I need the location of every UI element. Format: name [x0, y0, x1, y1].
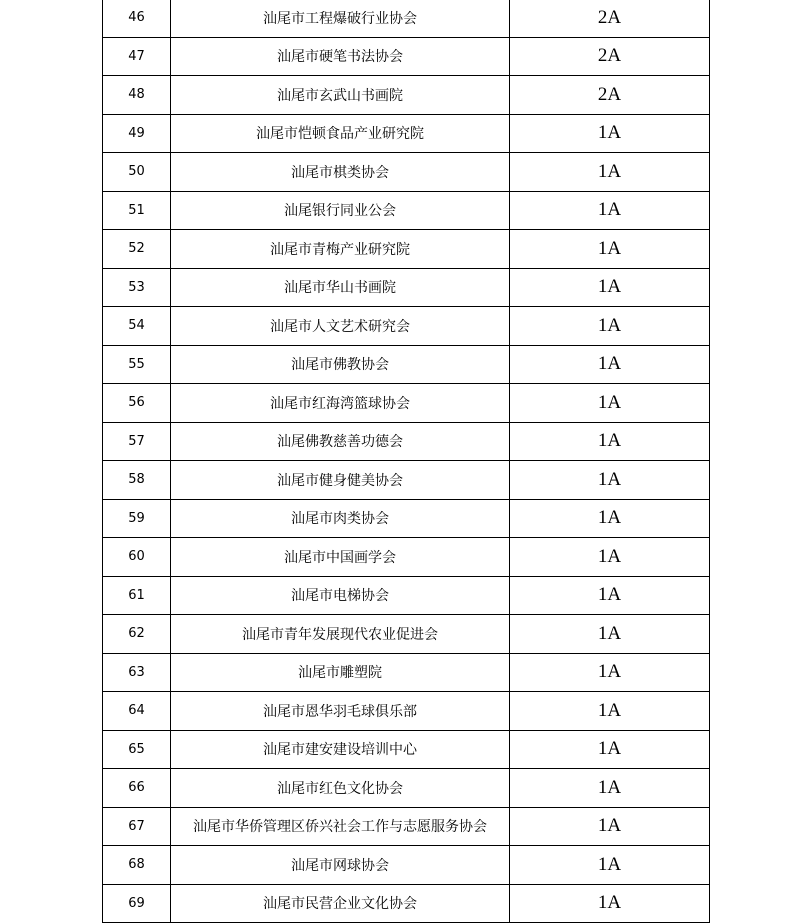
organization-name-cell: 汕尾市民营企业文化协会: [171, 884, 510, 923]
row-number-cell: 54: [103, 307, 171, 346]
rating-grade-cell: 1A: [510, 576, 710, 615]
row-number-cell: 48: [103, 76, 171, 115]
table-row: [103, 576, 710, 615]
rating-grade-cell: 1A: [510, 422, 710, 461]
row-number-cell: 49: [103, 114, 171, 153]
organization-name-cell: 汕尾市佛教协会: [171, 345, 510, 384]
table-row: [103, 499, 710, 538]
rating-grade-cell: 1A: [510, 692, 710, 731]
rating-grade-cell: 1A: [510, 538, 710, 577]
table-row: [103, 422, 710, 461]
rating-grade-cell: 2A: [510, 37, 710, 76]
organization-name-cell: 汕尾市工程爆破行业协会: [171, 0, 510, 37]
rating-grade-cell: 1A: [510, 268, 710, 307]
row-number-cell: 60: [103, 538, 171, 577]
rating-grade-cell: 2A: [510, 76, 710, 115]
rating-grade-cell: 1A: [510, 615, 710, 654]
table-row: [103, 653, 710, 692]
rating-grade-cell: 1A: [510, 307, 710, 346]
rating-table-container: [102, 0, 708, 923]
organization-name-cell: 汕尾市华侨管理区侨兴社会工作与志愿服务协会: [171, 807, 510, 846]
row-number-cell: 69: [103, 884, 171, 923]
rating-grade-cell: 1A: [510, 191, 710, 230]
organization-name-cell: 汕尾市华山书画院: [171, 268, 510, 307]
organization-name-cell: 汕尾市青年发展现代农业促进会: [171, 615, 510, 654]
row-number-cell: 68: [103, 846, 171, 885]
table-row: [103, 230, 710, 269]
table-row: [103, 0, 710, 37]
organization-name-cell: 汕尾市红色文化协会: [171, 769, 510, 808]
organization-name-cell: 汕尾市青梅产业研究院: [171, 230, 510, 269]
organization-name-cell: 汕尾市中国画学会: [171, 538, 510, 577]
organization-name-cell: 汕尾银行同业公会: [171, 191, 510, 230]
row-number-cell: 52: [103, 230, 171, 269]
table-row: [103, 692, 710, 731]
rating-grade-cell: 1A: [510, 884, 710, 923]
row-number-cell: 47: [103, 37, 171, 76]
organization-name-cell: 汕尾市红海湾篮球协会: [171, 384, 510, 423]
organization-name-cell: 汕尾市雕塑院: [171, 653, 510, 692]
table-row: [103, 37, 710, 76]
rating-grade-cell: 1A: [510, 807, 710, 846]
rating-grade-cell: 1A: [510, 461, 710, 500]
table-row: [103, 769, 710, 808]
table-row: [103, 461, 710, 500]
row-number-cell: 57: [103, 422, 171, 461]
organization-name-cell: 汕尾市肉类协会: [171, 499, 510, 538]
table-row: [103, 846, 710, 885]
rating-grade-cell: 1A: [510, 153, 710, 192]
table-row: [103, 191, 710, 230]
table-row: [103, 730, 710, 769]
organization-name-cell: 汕尾市棋类协会: [171, 153, 510, 192]
organization-name-cell: 汕尾市建安建设培训中心: [171, 730, 510, 769]
row-number-cell: 50: [103, 153, 171, 192]
rating-grade-cell: 1A: [510, 769, 710, 808]
row-number-cell: 58: [103, 461, 171, 500]
table-row: [103, 153, 710, 192]
row-number-cell: 66: [103, 769, 171, 808]
organization-name-cell: 汕尾市电梯协会: [171, 576, 510, 615]
table-row: [103, 345, 710, 384]
rating-grade-cell: 1A: [510, 345, 710, 384]
row-number-cell: 62: [103, 615, 171, 654]
rating-grade-cell: 1A: [510, 384, 710, 423]
organization-name-cell: 汕尾佛教慈善功德会: [171, 422, 510, 461]
row-number-cell: 64: [103, 692, 171, 731]
table-row: [103, 76, 710, 115]
rating-table-body: [103, 0, 710, 923]
rating-grade-cell: 1A: [510, 499, 710, 538]
row-number-cell: 59: [103, 499, 171, 538]
organization-name-cell: 汕尾市恩华羽毛球俱乐部: [171, 692, 510, 731]
row-number-cell: 56: [103, 384, 171, 423]
row-number-cell: 46: [103, 0, 171, 37]
rating-grade-cell: 2A: [510, 0, 710, 37]
organization-name-cell: 汕尾市恺顿食品产业研究院: [171, 114, 510, 153]
row-number-cell: 51: [103, 191, 171, 230]
row-number-cell: 61: [103, 576, 171, 615]
organization-name-cell: 汕尾市人文艺术研究会: [171, 307, 510, 346]
organization-name-cell: 汕尾市健身健美协会: [171, 461, 510, 500]
organization-name-cell: 汕尾市硬笔书法协会: [171, 37, 510, 76]
rating-grade-cell: 1A: [510, 846, 710, 885]
row-number-cell: 65: [103, 730, 171, 769]
table-row: [103, 114, 710, 153]
rating-grade-cell: 1A: [510, 230, 710, 269]
table-row: [103, 884, 710, 923]
rating-grade-cell: 1A: [510, 653, 710, 692]
organization-name-cell: 汕尾市玄武山书画院: [171, 76, 510, 115]
rating-grade-cell: 1A: [510, 730, 710, 769]
table-row: [103, 307, 710, 346]
table-row: [103, 268, 710, 307]
rating-table: [102, 0, 710, 923]
rating-grade-cell: 1A: [510, 114, 710, 153]
table-row: [103, 807, 710, 846]
table-row: [103, 384, 710, 423]
row-number-cell: 67: [103, 807, 171, 846]
row-number-cell: 63: [103, 653, 171, 692]
row-number-cell: 53: [103, 268, 171, 307]
table-row: [103, 538, 710, 577]
row-number-cell: 55: [103, 345, 171, 384]
organization-name-cell: 汕尾市网球协会: [171, 846, 510, 885]
table-row: [103, 615, 710, 654]
